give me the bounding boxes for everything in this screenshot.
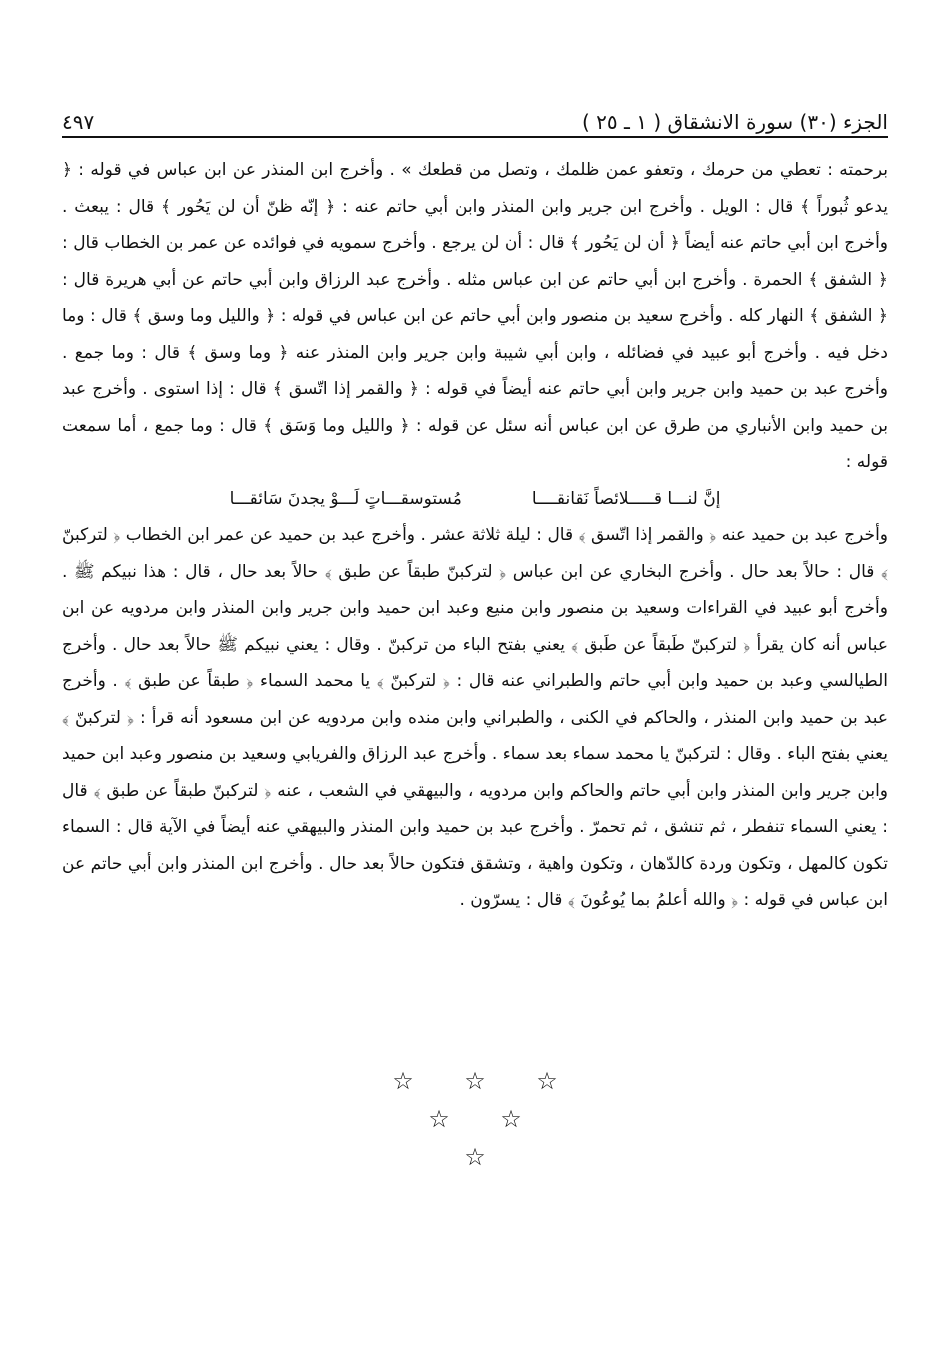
star-icon: ☆	[464, 1067, 486, 1095]
star-icon: ☆	[536, 1067, 558, 1095]
page-header	[62, 92, 888, 132]
page-body	[62, 152, 888, 919]
star-icon: ☆	[464, 1143, 486, 1171]
ornament-row-3	[0, 1138, 950, 1176]
star-icon: ☆	[500, 1105, 522, 1133]
ornament-row-1	[0, 1062, 950, 1100]
poetry-hemistich-2: مُستوسقـــاتٍ لَـــوْ يجدنَ سَائقـــا	[229, 488, 462, 509]
header-divider	[62, 136, 888, 138]
page-number: ٤٩٧	[62, 110, 95, 134]
poetry-verse	[62, 481, 888, 518]
ornament-row-2	[0, 1100, 950, 1138]
paragraph-1: برحمته : تعطي من حرمك ، وتعفو عمن ظلمك ، وتصل من قطعك » . وأخرج ابن المنذر عن ابن عباس في قوله : ﴿ يدعو ثُبوراً ﴾ قال : الويل . وأخرج ابن جرير وابن المنذر وابن أبي حاتم عنه : ﴿ إنّه ظنّ أن لن يَحُور ﴾ قال : يبعث . وأخرج ابن أبي حاتم عنه أيضاً ﴿ أن لن يَحُور ﴾ قال : أن لن يرجع . وأخرج سمويه في فوائده عن عمر بن الخطاب قال : ﴿ الشفق ﴾ الحمرة . وأخرج ابن أبي حاتم عن ابن عباس مثله . وأخرج عبد الرزاق وابن أبي حاتم عن أبي هريرة قال : ﴿ الشفق ﴾ النهار كله . وأخرج سعيد بن منصور وابن أبي حاتم عن ابن عباس في قوله : ﴿ والليل وما وسق ﴾ قال : وما دخل فيه . وأخرج أبو عبيد في فضائله ، وابن أبي شيبة وابن جرير وابن المنذر عنه ﴿ وما وسق ﴾ قال : وما جمع . وأخرج عبد بن حميد وابن جرير وابن أبي حاتم عنه أيضاً في قوله : ﴿ والقمر إذا اتّسق ﴾ قال : إذا استوى . وأخرج عبد بن حميد وابن الأنباري من طرق عن ابن عباس أنه سئل عن قوله : ﴿ والليل وما وَسَق ﴾ قال : وما جمع ، أما سمعت قوله :	[62, 160, 888, 472]
poetry-hemistich-1: إنَّ لنـــا قـــــلائصاً نَقانقــــا	[531, 488, 721, 509]
section-end-ornament	[0, 1062, 950, 1176]
running-title: الجزء (٣٠) سورة الانشقاق ( ١ ـ ٢٥ )	[581, 110, 888, 134]
star-icon: ☆	[392, 1067, 414, 1095]
star-icon: ☆	[428, 1105, 450, 1133]
paragraph-2: وأخرج عبد بن حميد عنه ﴿ والقمر إذا اتّسق ﴾ قال : ليلة ثلاثة عشر . وأخرج عبد بن حميد عن عمر ابن الخطاب ﴿ لتركبنّ ﴾ قال : حالاً بعد حال . وأخرج البخاري عن ابن عباس ﴿ لتركبنّ طبقاً عن طبق ﴾ حالاً بعد حال ، قال : هذا نبيكم ﷺ . وأخرج أبو عبيد في القراءات وسعيد بن منصور وابن منيع وعبد ابن حميد وابن جرير وابن المنذر وابن مردويه عن ابن عباس أنه كان يقرأ ﴿ لتركبنّ طَبقاً عن طَبق ﴾ يعني بفتح الباء من تركبنّ . وقال : يعني نبيكم ﷺ حالاً بعد حال . وأخرج الطيالسي وعبد بن حميد وابن أبي حاتم والطبراني عنه قال : ﴿ لتركبنّ ﴾ يا محمد السماء ﴿ طبقاً عن طبق ﴾ . وأخرج عبد بن حميد وابن المنذر ، والحاكم في الكنى ، والطبراني وابن منده وابن مردويه عن ابن مسعود أنه قرأ : ﴿ لتركبنّ ﴾ يعني بفتح الباء . وقال : لتركبنّ يا محمد سماء بعد سماء . وأخرج عبد الرزاق والفريابي وسعيد بن منصور وعبد ابن حميد وابن جرير وابن المنذر وابن أبي حاتم والحاكم وابن مردويه ، والبيهقي في الشعب ، عنه ﴿ لتركبنّ طبقاً عن طبق ﴾ قال : يعني السماء تنفطر ، ثم تنشق ، ثم تحمرّ . وأخرج عبد بن حميد وابن المنذر والبيهقي عنه أيضاً في الآية قال : السماء تكون كالمهل ، وتكون وردة كالدّهان ، وتكون واهية ، وتشقق فتكون حالاً بعد حال . وأخرج ابن المنذر وابن أبي حاتم عن ابن عباس في قوله : ﴿ والله أعلمُ بما يُوعُونَ ﴾ قال : يسرّون .	[62, 525, 888, 910]
